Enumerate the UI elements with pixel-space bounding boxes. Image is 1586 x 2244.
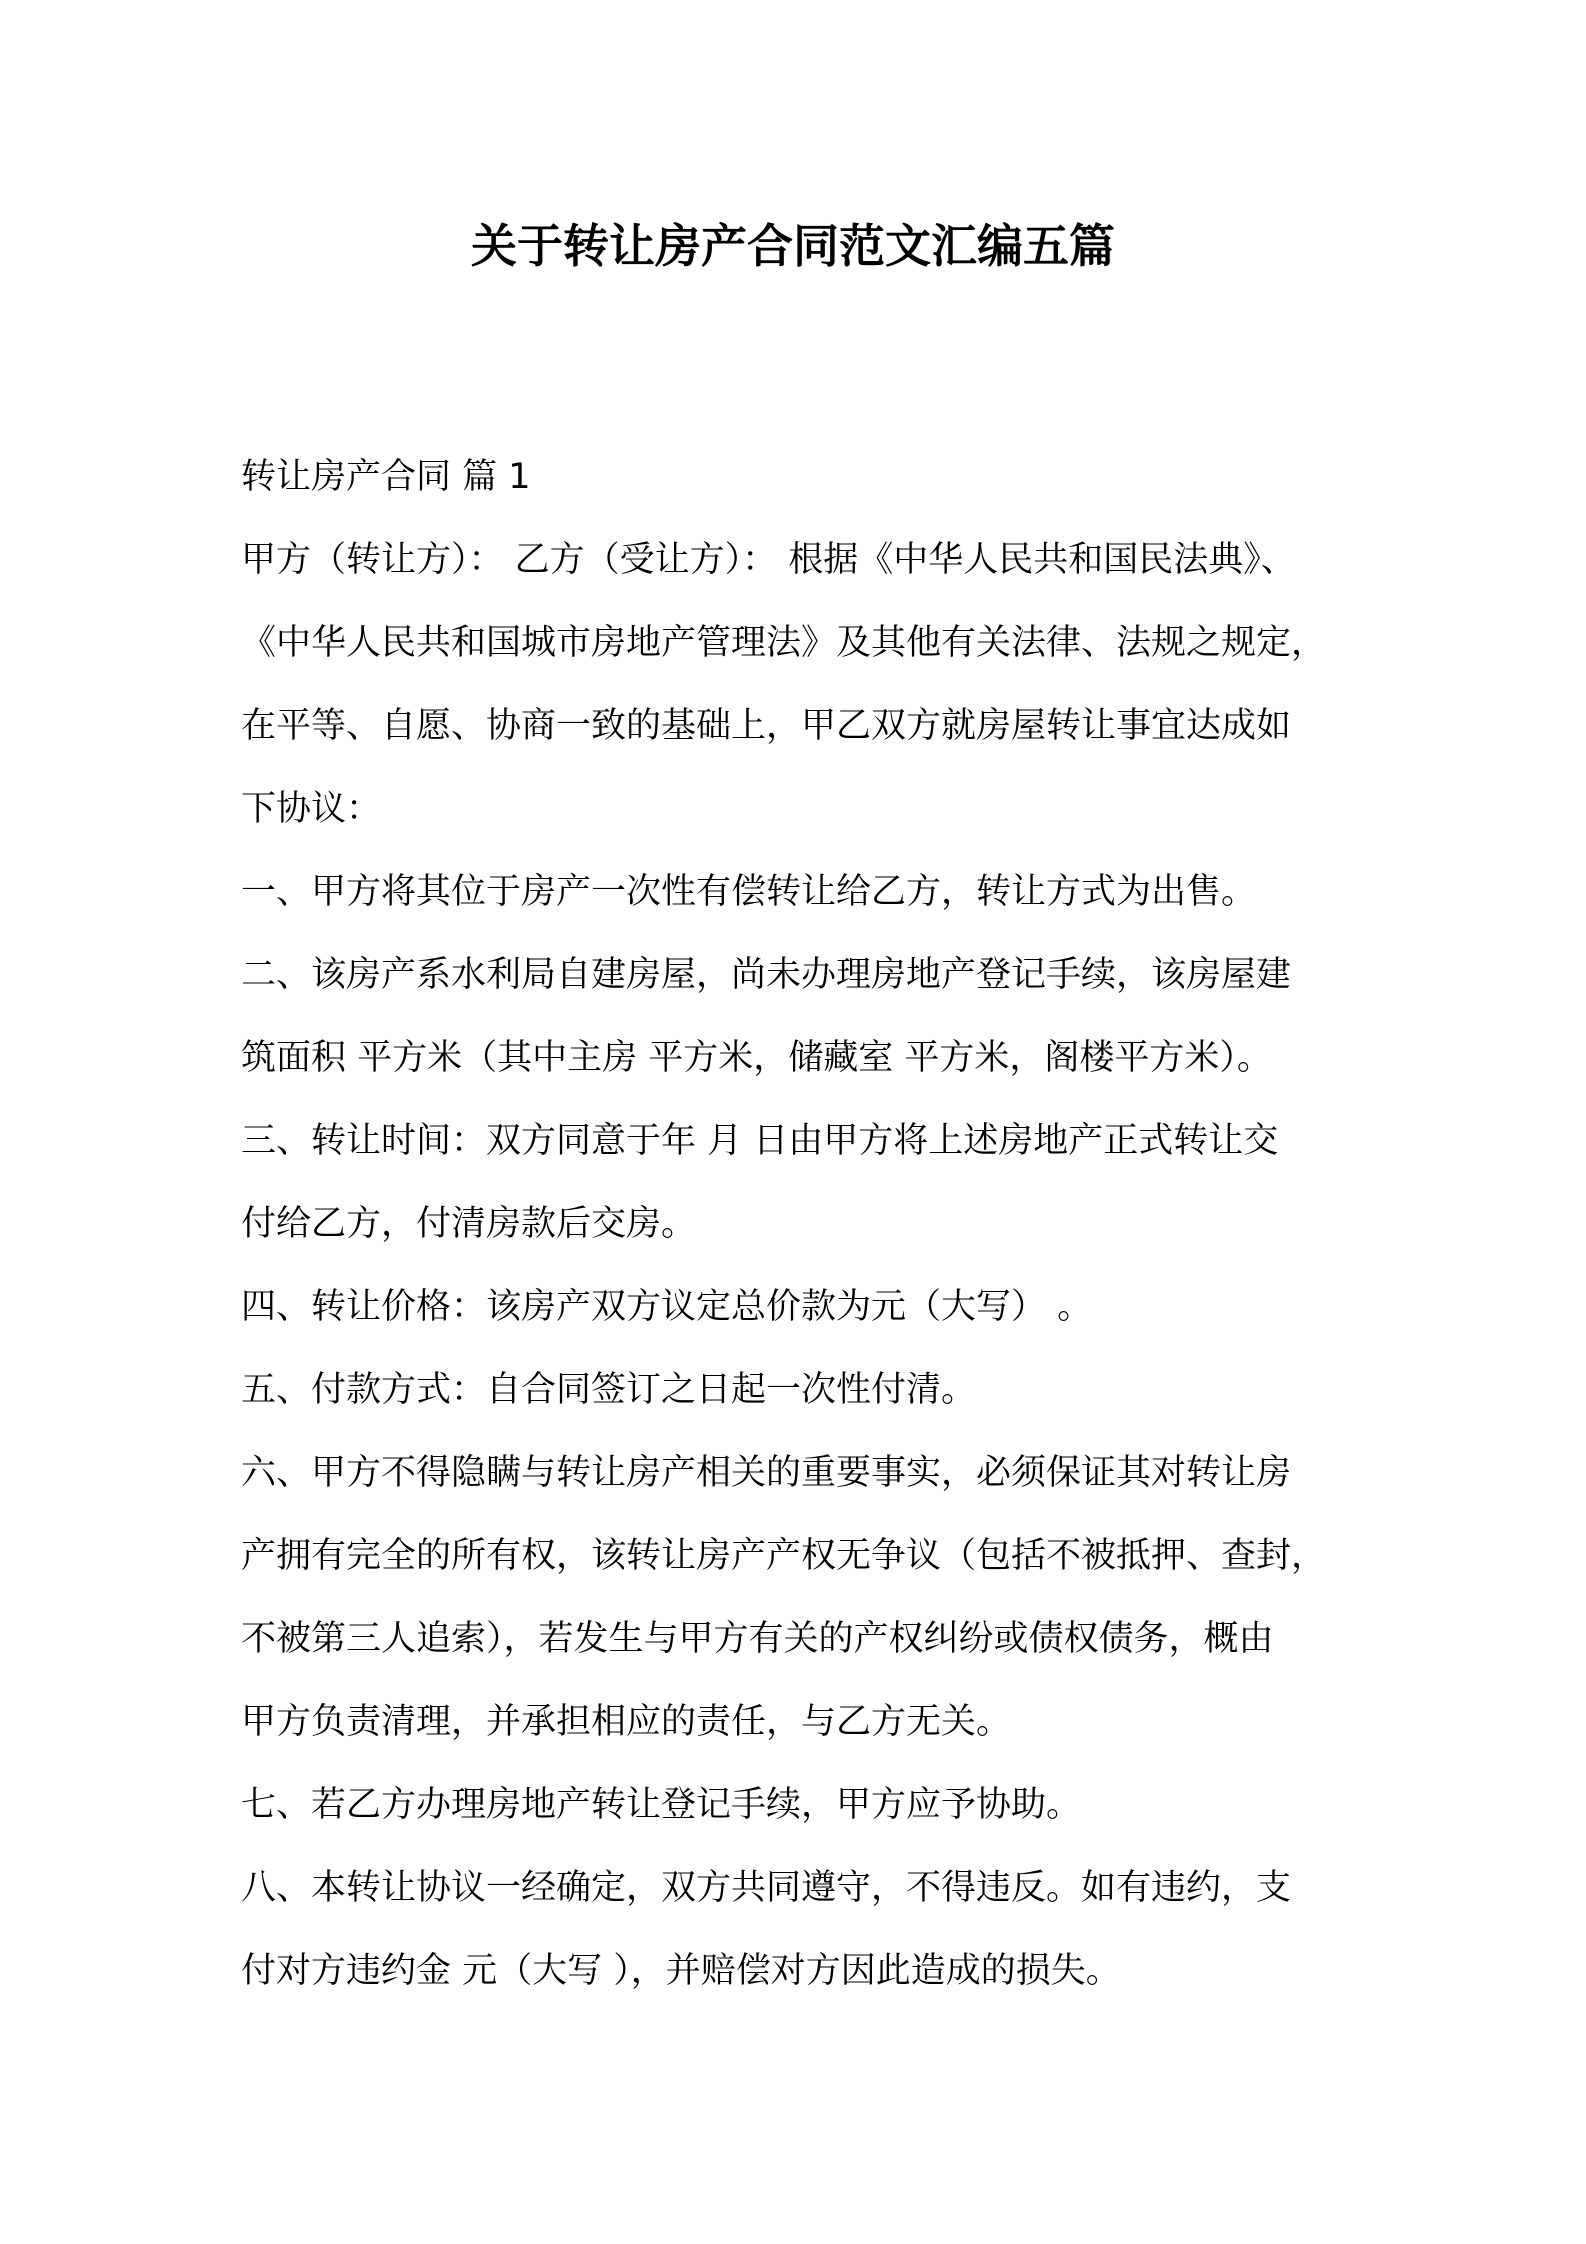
paragraph-line: 产拥有完全的所有权，该转让房产产权无争议（包括不被抵押、查封， (241, 1536, 1327, 1576)
section-heading: 转让房产合同 篇 1 (241, 457, 531, 497)
paragraph-line: 七、若乙方办理房地产转让登记手续，甲方应予协助。 (241, 1785, 1082, 1825)
paragraph-line: 四、转让价格：该房产双方议定总价款为元（大写） 。 (241, 1287, 1093, 1327)
document-body (241, 445, 1361, 2022)
paragraph-line: 五、付款方式：自合同签订之日起一次性付清。 (241, 1370, 977, 1410)
paragraph-line: 《中华人民共和国城市房地产管理法》及其他有关法律、法规之规定， (241, 623, 1327, 663)
paragraph-line: 二、该房产系水利局自建房屋，尚未办理房地产登记手续，该房屋建 (241, 955, 1292, 995)
paragraph-line: 下协议： (241, 789, 382, 829)
paragraph-line: 甲方（转让方）： 乙方（受让方）： 根据《中华人民共和国民法典》、 (241, 540, 1296, 580)
paragraph-line: 六、甲方不得隐瞒与转让房产相关的重要事实，必须保证其对转让房 (241, 1453, 1292, 1493)
document-title: 关于转让房产合同范文汇编五篇 (471, 219, 1115, 273)
paragraph-line: 不被第三人追索），若发生与甲方有关的产权纠纷或债权债务，概由 (241, 1619, 1274, 1659)
paragraph-line: 筑面积 平方米（其中主房 平方米，储藏室 平方米，阁楼平方米）。 (241, 1038, 1272, 1078)
paragraph-line: 甲方负责清理，并承担相应的责任，与乙方无关。 (241, 1702, 1012, 1742)
paragraph-line: 付对方违约金 元（大写 ），并赔偿对方因此造成的损失。 (241, 1951, 1121, 1991)
paragraph-line: 在平等、自愿、协商一致的基础上，甲乙双方就房屋转让事宜达成如 (241, 706, 1292, 746)
paragraph-line: 付给乙方，付清房款后交房。 (241, 1204, 697, 1244)
paragraph-line: 八、本转让协议一经确定，双方共同遵守，不得违反。如有违约，支 (241, 1868, 1292, 1908)
paragraph-line: 一、甲方将其位于房产一次性有偿转让给乙方，转让方式为出售。 (241, 872, 1257, 912)
paragraph-line: 三、转让时间：双方同意于年 月 日由甲方将上述房地产正式转让交 (241, 1121, 1279, 1161)
